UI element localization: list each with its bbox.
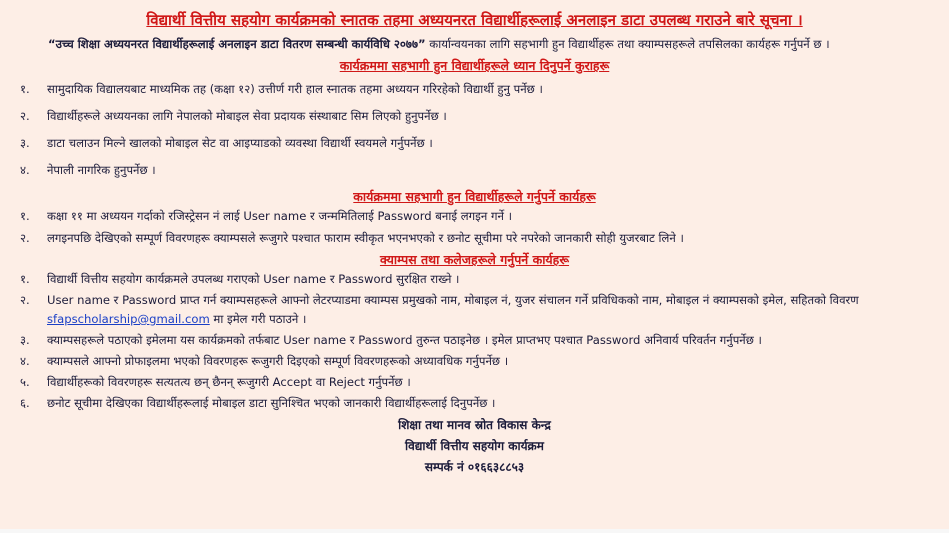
item-number: २. xyxy=(20,231,30,245)
list-item xyxy=(14,229,935,248)
list-item xyxy=(14,107,935,126)
issuer-program-name: विद्यार्थी वित्तीय सहयोग कार्यक्रम xyxy=(405,439,544,453)
item-text: नेपाली नागरिक हुनुपर्नेछ । xyxy=(47,163,156,177)
item-number: २. xyxy=(20,293,30,307)
item-number: १. xyxy=(20,272,30,286)
item-number: ४. xyxy=(20,354,30,368)
list-item xyxy=(14,270,935,289)
item-number: ५. xyxy=(20,375,30,389)
student-tasks-list xyxy=(14,207,935,248)
item-number: १. xyxy=(20,209,30,223)
item-text: छनोट सूचीमा देखिएका विद्यार्थीहरूलाई मोबाइल डाटा सुनिश्चित भएको जानकारी विद्यार्थीहरूलाई दिनुपर्नेछ । xyxy=(47,396,496,410)
item-number: ६. xyxy=(20,396,30,410)
list-item xyxy=(14,394,935,413)
item-text: क्याम्पसले आफ्नो प्रोफाइलमा भएको विवरणहरू रूजुगरी दिइएको सम्पूर्ण विवरणहरूको अध्यावधिक गर्नुपर्नेछ । xyxy=(47,354,509,368)
item-text: डाटा चलाउन मिल्ने खालको मोबाइल सेट वा आइप्याडको व्यवस्था विद्यार्थी स्वयमले गर्नुपर्नेछ । xyxy=(47,136,433,150)
section-heading-campus-tasks: क्याम्पस तथा कलेजहरूले गर्नुपर्ने कार्यहरू xyxy=(379,252,570,267)
item-text-after-email: मा इमेल गरी पठाउने । xyxy=(209,312,307,326)
item-number: २. xyxy=(20,109,30,123)
contact-number: सम्पर्क नं ०१६६३८८५३ xyxy=(424,460,525,474)
notice-intro xyxy=(48,34,935,54)
list-item xyxy=(14,161,935,180)
list-item xyxy=(14,291,935,329)
item-text: विद्यार्थीहरूले अध्ययनका लागि नेपालको मोबाइल सेवा प्रदायक संस्थाबाट सिम लिएको हुनुपर्नेछ । xyxy=(47,109,447,123)
list-item xyxy=(14,134,935,153)
item-text: विद्यार्थी वित्तीय सहयोग कार्यक्रमले उपलब्ध गराएको User name र Password सुरक्षित राख्ने । xyxy=(47,272,460,286)
item-text-before-email: User name र Password प्राप्त गर्न क्याम्पसहरूले आफ्नो लेटरप्याडमा क्याम्पस प्रमुखको नाम, मोबाइल नं, युजर संचालन गर्ने प्रविधिकको नाम, मोबाइल नं क्याम्पसको इमेल, सहितको विवरण xyxy=(47,293,859,307)
intro-procedure-name: “उच्च शिक्षा अध्ययनरत विद्यार्थीहरूलाई अनलाइन डाटा वितरण सम्बन्धी कार्यविधि २०७७” xyxy=(48,37,426,51)
issuer-center-name: शिक्षा तथा मानव स्रोत विकास केन्द्र xyxy=(398,418,551,432)
item-number: ४. xyxy=(20,163,30,177)
list-item xyxy=(14,331,935,350)
item-number: १. xyxy=(20,82,30,96)
item-text: सामुदायिक विद्यालयबाट माध्यमिक तह (कक्षा १२) उत्तीर्ण गरी हाल स्नातक तहमा अध्ययन गरिरहेको विद्यार्थी हुनु पर्नेछ । xyxy=(47,82,543,96)
section-heading-student-notes: कार्यक्रममा सहभागी हुन विद्यार्थीहरूले ध्यान दिनुपर्ने कुराहरू xyxy=(339,58,610,73)
list-item xyxy=(14,207,935,226)
section-heading-student-tasks: कार्यक्रममा सहभागी हुन विद्यार्थीहरूले गर्नुपर्ने कार्यहरू xyxy=(353,189,596,204)
issuer-footer xyxy=(14,415,935,478)
notice-title: विद्यार्थी वित्तीय सहयोग कार्यक्रमको स्नातक तहमा अध्ययनरत विद्यार्थीहरूलाई अनलाइन डाटा उपलब्ध गराउने बारे सूचना । xyxy=(146,11,803,29)
campus-tasks-list xyxy=(14,270,935,413)
item-text: कक्षा ११ मा अध्ययन गर्दाको रजिस्ट्रेसन नं लाई User name र जन्ममितिलाई Password बनाई लगइन गर्ने । xyxy=(47,209,512,223)
item-number: ३. xyxy=(20,333,30,347)
item-number: ३. xyxy=(20,136,30,150)
bottom-strip xyxy=(0,529,949,533)
student-notes-list xyxy=(14,80,935,180)
list-item xyxy=(14,352,935,371)
list-item xyxy=(14,373,935,392)
intro-text: कार्यान्वयनका लागि सहभागी हुन विद्यार्थीहरू तथा क्याम्पसहरूले तपसिलका कार्यहरू गर्नुपर्ने छ । xyxy=(425,37,830,51)
item-text: लगइनपछि देखिएको सम्पूर्ण विवरणहरू क्याम्पसले रूजुगरे पश्चात फाराम स्वीकृत भएनभएको र छनोट सूचीमा परे नपरेको जानकारी सोही युजरबाट लिने । xyxy=(47,231,684,245)
list-item xyxy=(14,80,935,99)
item-text: क्याम्पसहरूले पठाएको इमेलमा यस कार्यक्रमको तर्फबाट User name र Password तुरुन्त पठाइनेछ । इमेल प्राप्तभए पश्चात Password अनिवार्य परिवर्तन गर्नुपर्नेछ । xyxy=(47,333,762,347)
item-text: विद्यार्थीहरूको विवरणहरू सत्यतत्य छन् छैनन् रूजुगरी Accept वा Reject गर्नुपर्नेछ । xyxy=(47,375,411,389)
email-link[interactable]: sfapscholarship@gmail.com xyxy=(47,312,210,326)
